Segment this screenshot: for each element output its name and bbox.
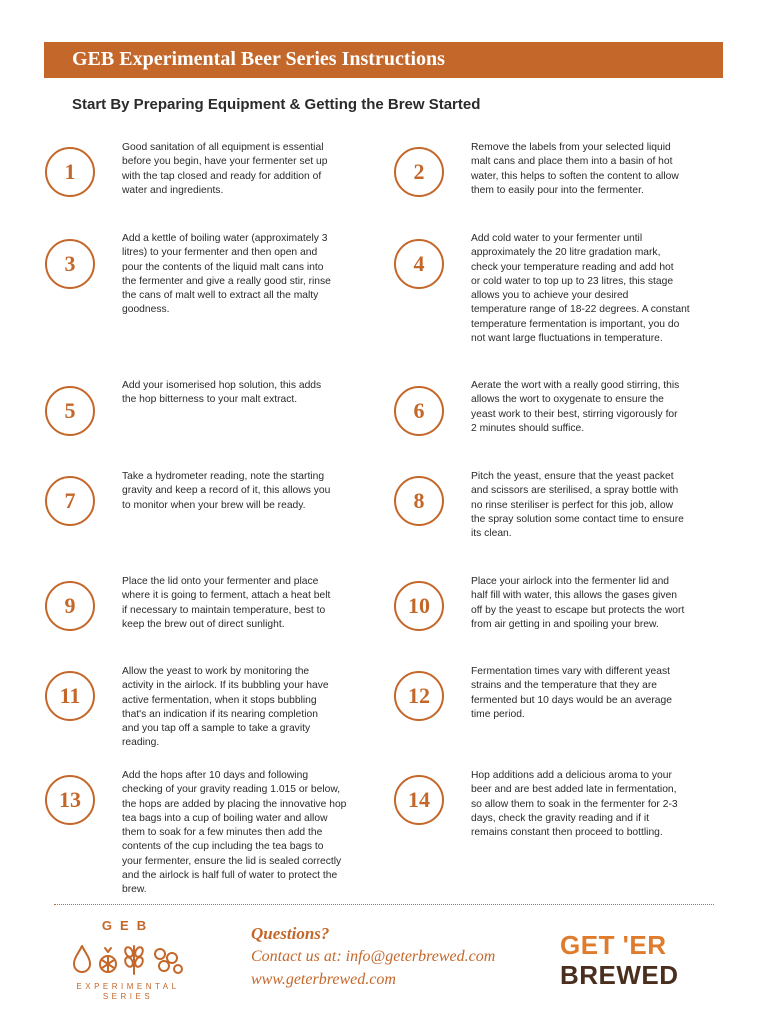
step-text: Add a kettle of boiling water (approximately 3 litres) to your fermenter and then open and pour the contents of the liquid malt cans into the fermenter and give a really good stir, rinse the cans of malt well to extract all the malty goodness.	[122, 233, 331, 316]
step-number-badge: 7	[45, 476, 95, 526]
contact-block	[251, 922, 551, 991]
step-text: Add cold water to your fermenter until approximately the 20 litre gradation mark, check your temperature reading and add hot or cold water to top up to 23 litres, this stage allows you to achieve your desired temperature range of 18-22 degrees. A constant temperature fermentation is important, you do not want large fluctuations in temperature.	[471, 233, 690, 345]
get-er-brewed-logo	[560, 930, 710, 990]
footer-divider	[54, 904, 714, 905]
step-text: Remove the labels from your selected liquid malt cans and place them into a basin of hot water, this helps to soften the content to allow them to easily pour into the fermenter.	[471, 142, 679, 196]
step-number-badge: 6	[394, 386, 444, 436]
step-number-badge: 3	[45, 239, 95, 289]
step-number-badge: 5	[45, 386, 95, 436]
step-number-badge: 14	[394, 775, 444, 825]
step-text: Place your airlock into the fermenter lid and half fill with water, this allows the gases given off by the yeast to escape but protects the wort from air getting in and spoiling your brew.	[471, 576, 685, 630]
step-number-badge: 12	[394, 671, 444, 721]
brand-line-brewed: BREWED	[560, 960, 679, 990]
step-text: Aerate the wort with a really good stirring, this allows the wort to oxygenate to ensure the yeast work to their best, stirring vigorously for 2 minutes should suffice.	[471, 380, 680, 434]
step-text: Add your isomerised hop solution, this adds the hop bitterness to your malt extract.	[122, 380, 322, 406]
step-number-badge: 4	[394, 239, 444, 289]
step-number-badge: 8	[394, 476, 444, 526]
page-title: GEB Experimental Beer Series Instructions	[72, 48, 445, 70]
step-text: Good sanitation of all equipment is essential before you begin, have your fermenter set up with the tap closed and ready for addition of water and ingredients.	[122, 142, 328, 196]
step-number-badge: 9	[45, 581, 95, 631]
contact-email-link[interactable]: Contact us at: info@geterbrewed.com	[251, 948, 496, 965]
step-text: Take a hydrometer reading, note the starting gravity and keep a record of it, this allows you to monitor when your brew will be ready.	[122, 471, 331, 511]
logo-letters: GEB	[101, 918, 155, 933]
brewing-ingredients-icon	[70, 940, 186, 980]
step-text: Hop additions add a delicious aroma to your beer and are best added late in fermentation, so allow them to soak in the fermenter for 2-3 days, check the gravity reading and if it remains constant then proceed to bottling.	[471, 770, 678, 839]
step-number-badge: 10	[394, 581, 444, 631]
step-number-badge: 11	[45, 671, 95, 721]
brand-line-get-er: GET 'ER	[560, 930, 667, 960]
step-text: Allow the yeast to work by monitoring the activity in the airlock. If its bubbling your have active fermentation, when it stops bubbling that's an indication if its nearing completion and you tap off a sample to take a gravity reading.	[122, 666, 329, 749]
questions-heading: Questions?	[251, 924, 330, 943]
step-text: Fermentation times vary with different yeast strains and the temperature that they are fermented but 10 days would be an average time period.	[471, 666, 672, 720]
step-number-badge: 13	[45, 775, 95, 825]
step-text: Pitch the yeast, ensure that the yeast packet and scissors are sterilised, a spray bottle with no rinse steriliser is perfect for this job, allow the spray solution some contact time to ensure its clean.	[471, 471, 684, 540]
title-banner	[44, 42, 723, 78]
website-link[interactable]: www.geterbrewed.com	[251, 971, 396, 988]
step-text: Add the hops after 10 days and following checking of your gravity reading 1.015 or below, the hops are added by placing the innovative hop tea bags into a cup of boiling water and allow them to soak for a few minutes then add the contents of the cup including the tea bags to your fermenter, ensure the lid is sealed correctly and the airlock is half full of water to protect the brew.	[122, 770, 347, 896]
logo-caption-series: SERIES	[102, 992, 154, 1001]
geb-experimental-series-logo	[66, 918, 190, 1002]
step-number-badge: 1	[45, 147, 95, 197]
step-text: Place the lid onto your fermenter and place where it is going to ferment, attach a heat belt if necessary to maintain temperature, best to keep the brew out of direct sunlight.	[122, 576, 331, 630]
section-heading: Start By Preparing Equipment & Getting the Brew Started	[72, 96, 481, 113]
logo-caption-experimental: EXPERIMENTAL	[76, 982, 180, 991]
step-number-badge: 2	[394, 147, 444, 197]
